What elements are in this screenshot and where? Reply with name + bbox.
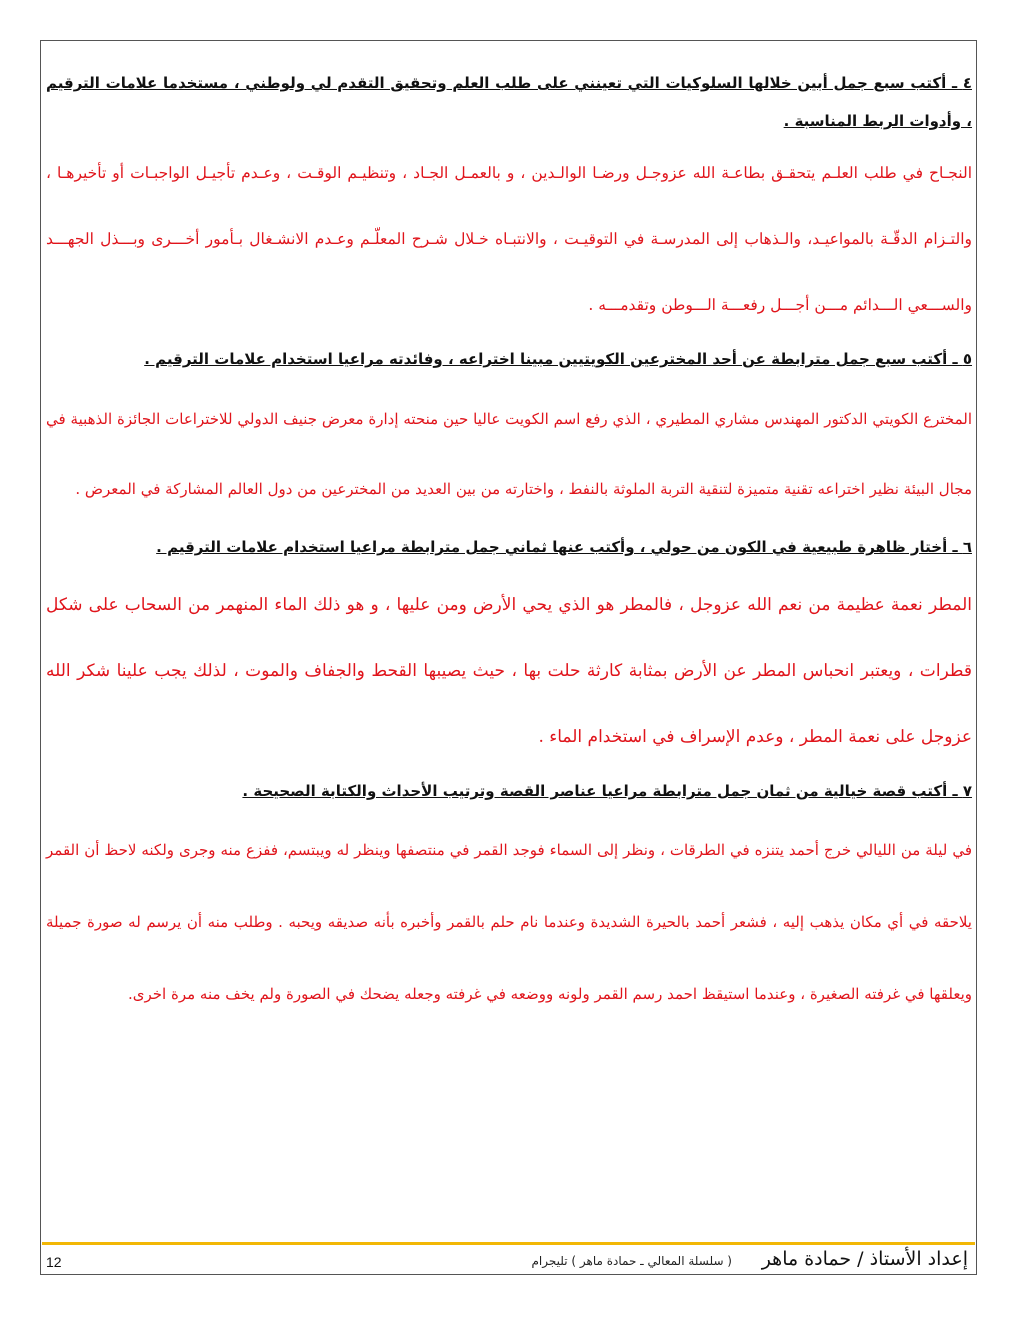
page-number: 12: [46, 1254, 62, 1270]
answer-6: المطر نعمة عظيمة من نعم الله عزوجل ، فالمطر هو الذي يحي الأرض ومن عليها ، و هو ذلك الماء المنهمر من السحاب على شكل قطرات ، ويعتبر انحباس المطر عن الأرض بمثابة كارثة حلت بها ، حيث يصيبها القحط والجفاف والموت ، لذلك يجب علينا شكر الله عزوجل على نعمة المطر ، وعدم الإسراف في استخدام الماء .: [46, 595, 972, 747]
question-5: ٥ ـ أكتب سبع جمل مترابطة عن أحد المخترعين الكويتيين مبينا اختراعه ، وفائدته مراعيا استخدام علامات الترقيم .: [144, 350, 972, 368]
page-footer: [42, 1248, 972, 1278]
section-4: [44, 64, 974, 338]
section-6: [44, 528, 974, 770]
section-7: [44, 772, 974, 1030]
footer-rule: [42, 1242, 975, 1245]
question-4: ٤ ـ أكتب سبع جمل أبين خلالها السلوكيات التي تعينني على طلب العلم وتحقيق التقدم لي ولوطني ، مستخدما علامات الترقيم ، وأدوات الربط المناسبة .: [46, 74, 972, 130]
question-6: ٦ ـ أختار ظاهرة طبيعية في الكون من حولي ، وأكتب عنها ثماني جمل مترابطة مراعيا استخدام علامات الترقيم .: [156, 538, 972, 556]
answer-5: المخترع الكويتي الدكتور المهندس مشاري المطيري ، الذي رفع اسم الكويت عاليا حين منحته إدارة معرض جنيف الدولي للاختراعات الجائزة الذهبية في مجال البيئة نظير اختراعه تقنية متميزة لتنقية التربة الملوثة بالنفط ، واختارته من بين العديد من المخترعين من دول العالم المشاركة في المعرض .: [46, 410, 972, 498]
series-label: ( سلسلة المعالي ـ حمادة ماهر ) تليجرام: [531, 1254, 732, 1268]
question-7: ٧ ـ أكتب قصة خيالية من ثمان جمل مترابطة مراعيا عناصر القصة وترتيب الأحداث والكتابة الصحيحة .: [242, 782, 972, 800]
section-5: [44, 340, 974, 524]
author-credit: إعداد الأستاذ / حمادة ماهر: [761, 1248, 968, 1270]
answer-7: في ليلة من الليالي خرج أحمد يتنزه في الطرقات ، ونظر إلى السماء فوجد القمر في منتصفها وينظر له ويبتسم، ففزع منه وجرى ولكنه لاحظ أن القمر يلاحقه في أي مكان يذهب إليه ، فشعر أحمد بالحيرة الشديدة وعندما نام حلم بالقمر وأخبره بأنه صديقه ويحبه . وطلب منه أن يرسم له صورة جميلة ويعلقها في غرفته الصغيرة ، وعندما استيقظ احمد رسم القمر ولونه ووضعه في غرفته وجعله يضحك في الصورة ولم يخف منه مرة اخرى.: [46, 841, 972, 1003]
answer-4: النجـاح في طلب العلـم يتحقـق بطاعـة الله عزوجـل ورضـا الوالـدين ، و بالعمـل الجـاد ، وتنظيـم الوقـت ، وعـدم تأجيـل الواجبـات أو تأخيرهـا ، والتـزام الدقّـة بالمواعيـد، والـذهاب إلى المدرسـة في التوقيـت ، والانتبـاه خـلال شـرح المعلّـم وعـدم الانشـغال بـأمور أخـــرى وبـــذل الجهـــد والســـعي الـــدائم مـــن أجـــل رفعـــة الـــوطن وتقدمـــه .: [46, 164, 973, 314]
worksheet-content: [44, 64, 974, 1030]
